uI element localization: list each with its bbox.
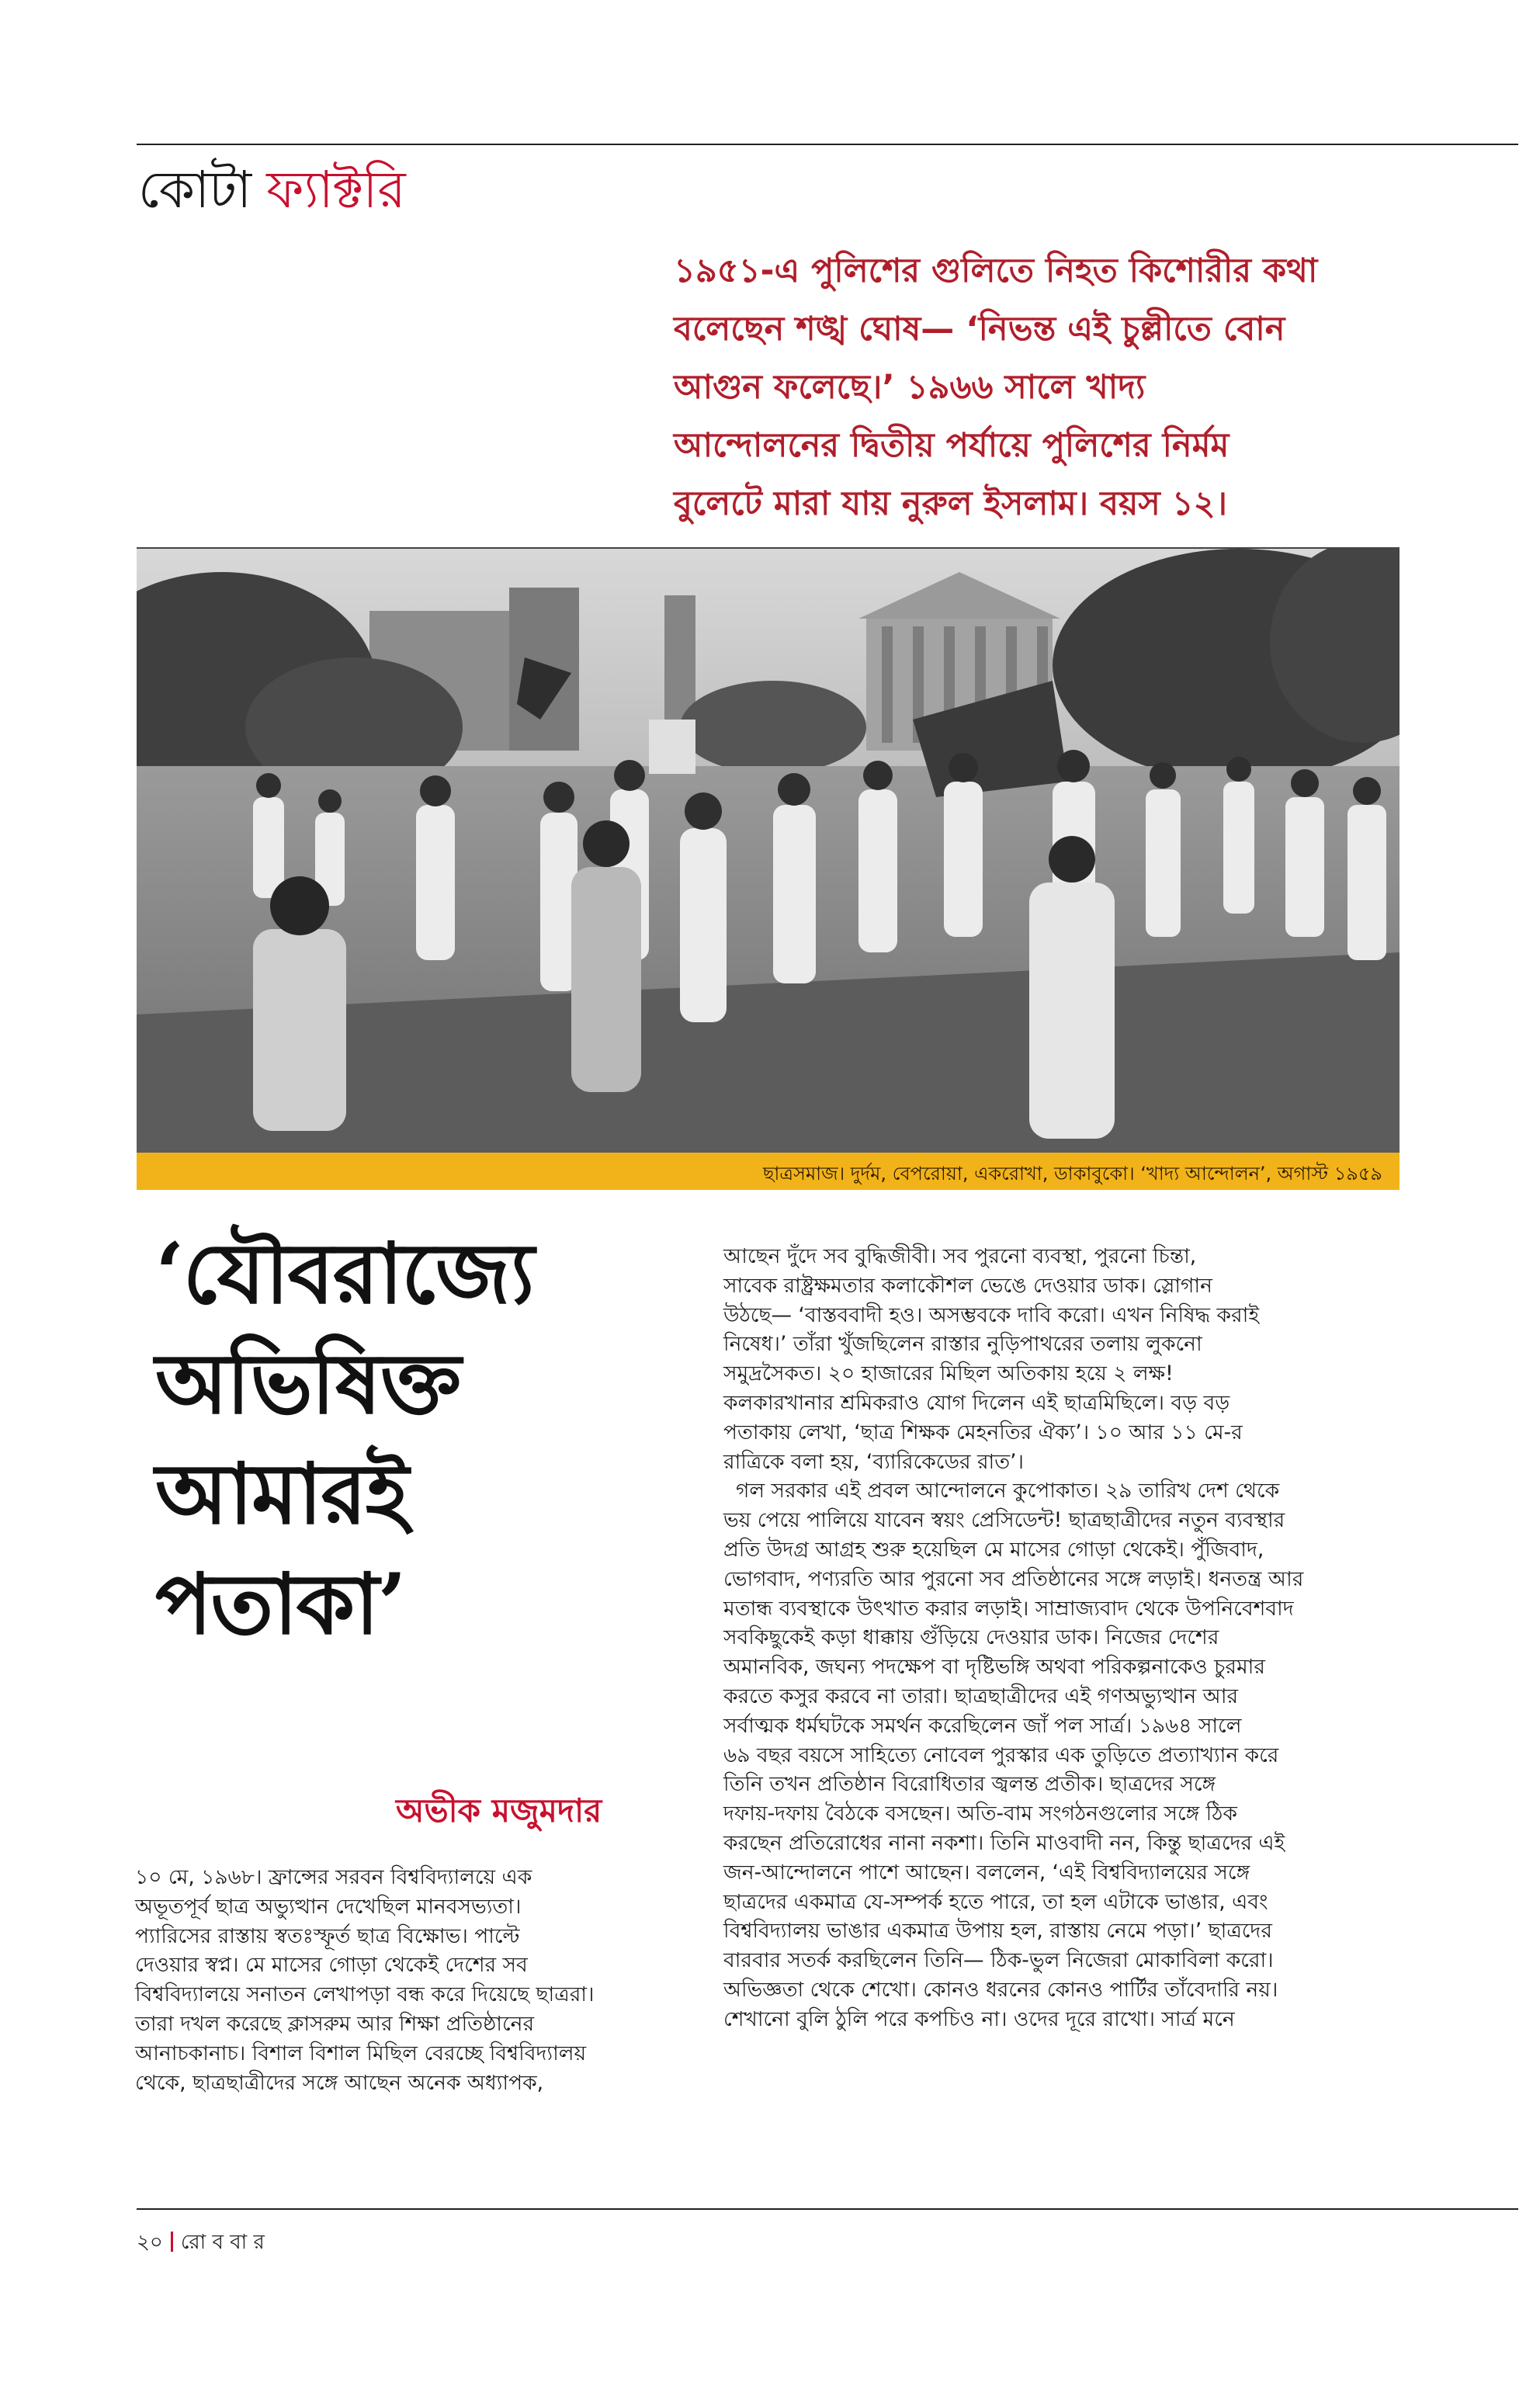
footer-divider	[171, 2232, 173, 2252]
headline-line: পতাকা’	[155, 1555, 406, 1653]
text-line: ছাত্রদের একমাত্র যে-সম্পর্ক হতে পারে, তা হল এটাকে ভাঙার, এবং	[723, 1889, 1268, 1914]
text-line: রাত্রিকে বলা হয়, ‘ব্যারিকেডের রাত’।	[723, 1449, 1024, 1474]
magazine-name: রো ব বা র	[180, 2231, 265, 2254]
text-line: প্যারিসের রাস্তায় স্বতঃস্ফূর্ত ছাত্র বিক্ষোভ। পাল্টে	[135, 1923, 520, 1948]
text-line: গল সরকার এই প্রবল আন্দোলনে কুপোকাত। ২৯ তারিখ দেশ থেকে	[736, 1479, 1280, 1503]
byline: অভীক মজুমদার	[396, 1791, 602, 1829]
text-line: তিনি তখন প্রতিষ্ঠান বিরোধিতার জ্বলন্ত প্রতীক। ছাত্রদের সঙ্গে	[723, 1772, 1216, 1797]
text-line: অমানবিক, জঘন্য পদক্ষেপ বা দৃষ্টিভঙ্গি অথবা পরিকল্পনাকেও চুরমার	[723, 1655, 1265, 1680]
text-line: কলকারখানার শ্রমিকরাও যোগ দিলেন এই ছাত্রমিছিলে। বড় বড়	[723, 1390, 1230, 1415]
text-line: সাবেক রাষ্ট্রক্ষমতার কলাকৌশল ভেঙে দেওয়ার ডাক। স্লোগান	[723, 1273, 1212, 1298]
pull-quote-line: ১৯৫১-এ পুলিশের গুলিতে নিহত কিশোরীর কথা	[674, 251, 1318, 290]
text-line: প্রতি উদগ্র আগ্রহ শুরু হয়েছিল মে মাসের গোড়া থেকেই। পুঁজিবাদ,	[723, 1537, 1264, 1562]
section-title-word2: ফ্যাক্টরি	[266, 160, 405, 220]
pull-quote	[674, 242, 1450, 533]
text-line: আছেন দুঁদে সব বুদ্ধিজীবী। সব পুরনো ব্যবস্থা, পুরনো চিন্তা,	[723, 1244, 1197, 1268]
text-line: তারা দখল করেছে ক্লাসরুম আর শিক্ষা প্রতিষ্ঠানের	[135, 2011, 535, 2036]
pull-quote-line: বলেছেন শঙ্খ ঘোষ— ‘নিভন্ত এই চুল্লীতে বোন	[674, 310, 1285, 349]
text-line: থেকে, ছাত্রছাত্রীদের সঙ্গে আছেন অনেক অধ্যাপক,	[135, 2070, 544, 2095]
top-rule	[137, 144, 1518, 145]
text-line: বিশ্ববিদ্যালয় ভাঙার একমাত্র উপায় হল, রাস্তায় নেমে পড়া।’ ছাত্রদের	[723, 1919, 1272, 1944]
section-title-word1: কোটা	[138, 160, 251, 220]
text-line: জন-আন্দোলনে পাশে আছেন। বললেন, ‘এই বিশ্ববিদ্যালয়ের সঙ্গে	[723, 1860, 1250, 1885]
pull-quote-line: আন্দোলনের দ্বিতীয় পর্যায়ে পুলিশের নির্মম	[674, 426, 1230, 465]
text-line: সমুদ্রসৈকত। ২০ হাজারের মিছিল অতিকায় হয়ে ২ লক্ষ!	[723, 1361, 1174, 1386]
text-line: অভিজ্ঞতা থেকে শেখো। কোনও ধরনের কোনও পার্টির তাঁবেদারি নয়।	[723, 1977, 1278, 2002]
text-line: সর্বাত্মক ধর্মঘটকে সমর্থন করেছিলেন জাঁ পল সার্ত্র। ১৯৬৪ সালে	[723, 1713, 1242, 1738]
text-line: দফায়-দফায় বৈঠকে বসছেন। অতি-বাম সংগঠনগুলোর সঙ্গে ঠিক	[723, 1802, 1237, 1826]
text-line: মতান্ধ ব্যবস্থাকে উৎখাত করার লড়াই। সাম্রাজ্যবাদ থেকে উপনিবেশবাদ	[723, 1596, 1294, 1621]
text-line: ভয় পেয়ে পালিয়ে যাবেন স্বয়ং প্রেসিডেন্ট! ছাত্রছাত্রীদের নতুন ব্যবস্থার	[723, 1508, 1285, 1533]
text-line: ভোগবাদ, পণ্যরতি আর পুরনো সব প্রতিষ্ঠানের সঙ্গে লড়াই। ধনতন্ত্র আর	[723, 1566, 1304, 1591]
headline-line: আমারই	[155, 1445, 408, 1543]
text-line: দেওয়ার স্বপ্ন। মে মাসের গোড়া থেকেই দেশের সব	[135, 1953, 528, 1978]
section-title	[138, 159, 405, 221]
text-line: শেখানো বুলি ঠুলি পরে কপচিও না। ওদের দূরে রাখো। সার্ত্র মনে	[723, 2006, 1235, 2031]
article-column-right	[723, 1242, 1406, 2034]
page-number: ২০	[137, 2231, 163, 2254]
bottom-rule	[137, 2208, 1518, 2210]
photo-caption-bar	[137, 1153, 1400, 1190]
protest-photo	[137, 547, 1400, 1154]
text-line: বিশ্ববিদ্যালয়ে সনাতন লেখাপড়া বন্ধ করে দিয়েছে ছাত্ররা।	[135, 1982, 595, 2007]
text-line: বারবার সতর্ক করছিলেন তিনি— ঠিক-ভুল নিজেরা মোকাবিলা করো।	[723, 1948, 1274, 1973]
headline-line: অভিষিক্ত	[155, 1335, 460, 1433]
text-line: করছেন প্রতিরোধের নানা নকশা। তিনি মাওবাদী নন, কিন্তু ছাত্রদের এই	[723, 1830, 1285, 1855]
text-line: নিষেধ।’ তাঁরা খুঁজছিলেন রাস্তার নুড়িপাথরের তলায় লুকনো	[723, 1332, 1202, 1357]
article-column-left	[135, 1863, 686, 2097]
text-line: করতে কসুর করবে না তারা। ছাত্রছাত্রীদের এই গণঅভ্যুত্থান আর	[723, 1684, 1239, 1708]
text-line: ৬৯ বছর বয়সে সাহিত্যে নোবেল পুরস্কার এক তুড়িতে প্রত্যাখ্যান করে	[723, 1743, 1279, 1767]
headline	[155, 1219, 699, 1659]
pull-quote-line: আগুন ফলেছে।’ ১৯৬৬ সালে খাদ্য	[674, 368, 1146, 407]
photo-caption: ছাত্রসমাজ। দুর্দম, বেপরোয়া, একরোখা, ডাকাবুকো। ‘খাদ্য আন্দোলন’, অগাস্ট ১৯৫৯	[762, 1163, 1382, 1184]
pull-quote-line: বুলেটে মারা যায় নুরুল ইসলাম। বয়স ১২।	[674, 484, 1227, 523]
text-line: ১০ মে, ১৯৬৮। ফ্রান্সের সরবন বিশ্ববিদ্যালয়ে এক	[135, 1865, 532, 1889]
page-footer	[137, 2226, 265, 2260]
text-line: সবকিছুকেই কড়া ধাক্কায় গুঁড়িয়ে দেওয়ার ডাক। নিজের দেশের	[723, 1625, 1219, 1650]
text-line: পতাকায় লেখা, ‘ছাত্র শিক্ষক মেহনতির ঐক্য’। ১০ আর ১১ মে-র	[723, 1420, 1243, 1444]
text-line: আনাচকানাচ। বিশাল বিশাল মিছিল বেরচ্ছে বিশ্ববিদ্যালয়	[135, 2041, 587, 2065]
text-line: উঠছে— ‘বাস্তববাদী হও। অসম্ভবকে দাবি করো। এখন নিষিদ্ধ করাই	[723, 1302, 1260, 1327]
headline-line: ‘যৌবরাজ্যে	[155, 1225, 533, 1323]
text-line: অভূতপূর্ব ছাত্র অভ্যুত্থান দেখেছিল মানবসভ্যতা।	[135, 1894, 522, 1919]
